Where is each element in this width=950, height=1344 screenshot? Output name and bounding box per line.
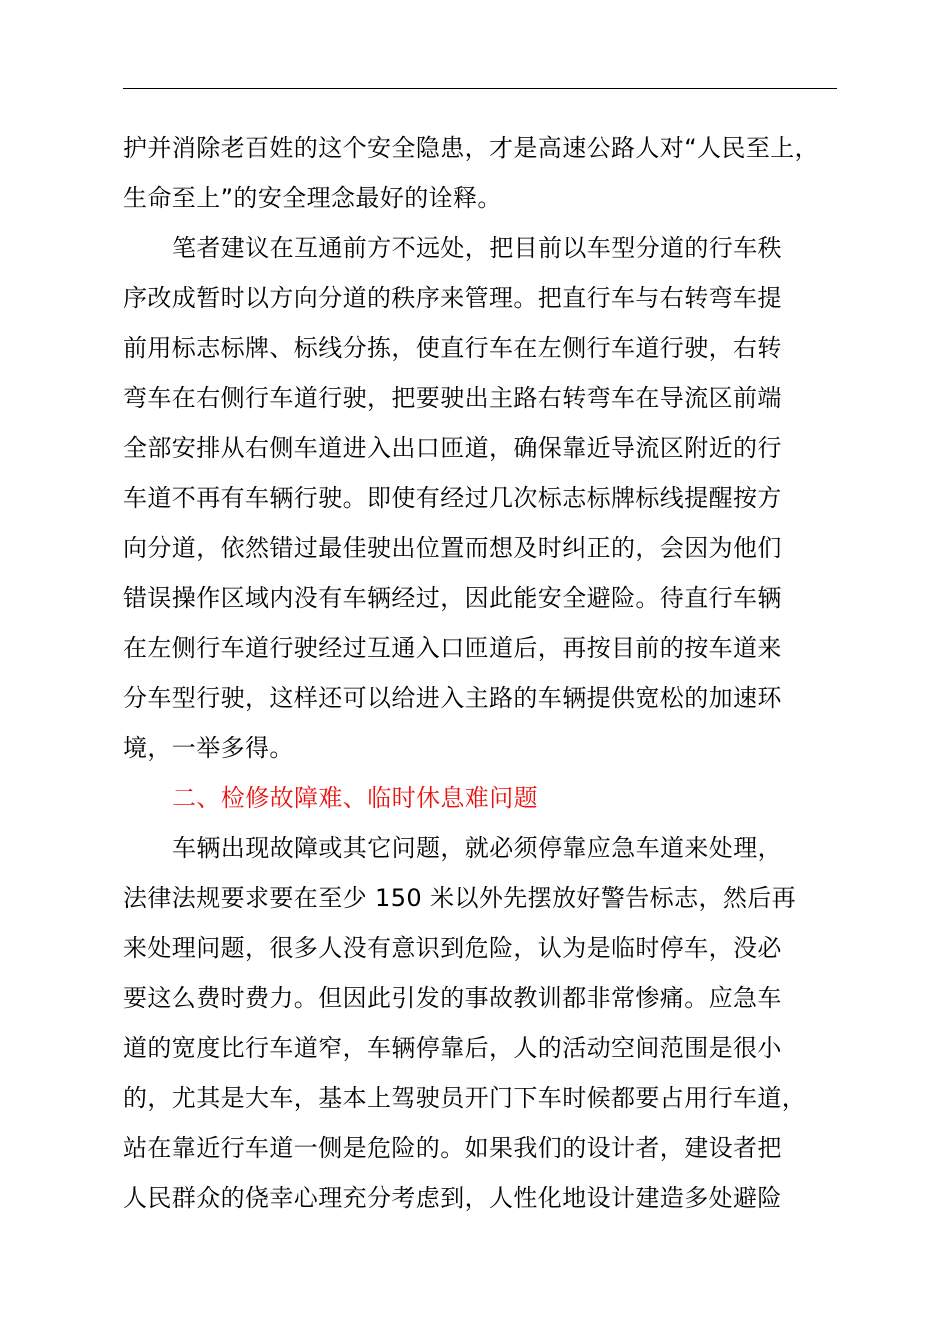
text-line: 护并消除老百姓的这个安全隐患，才是高速公路人对“人民至上， — [123, 134, 820, 162]
text-line: 的，尤其是大车，基本上驾驶员开门下车时候都要占用行车道， — [123, 1084, 807, 1112]
text-line: 笔者建议在互通前方不远处，把目前以车型分道的行车秩 — [172, 234, 782, 262]
text-line: 人民群众的侥幸心理充分考虑到，人性化地设计建造多处避险 — [123, 1184, 782, 1212]
text-line: 全部安排从右侧车道进入出口匝道，确保靠近导流区附近的行 — [123, 434, 782, 462]
text-line: 境，一举多得。 — [123, 734, 294, 762]
header-rule — [123, 88, 837, 89]
text-line: 来处理问题，很多人没有意识到危险，认为是临时停车，没必 — [123, 934, 782, 962]
text-line: 分车型行驶，这样还可以给进入主路的车辆提供宽松的加速环 — [123, 684, 782, 712]
text-line: 在左侧行车道行驶经过互通入口匝道后，再按目前的按车道来 — [123, 634, 782, 662]
text-line: 生命至上”的安全理念最好的诠释。 — [123, 184, 502, 212]
text-line: 法律法规要求要在至少 150 米以外先摆放好警告标志，然后再 — [123, 884, 797, 912]
section-heading: 二、检修故障难、临时休息难问题 — [172, 784, 538, 812]
text-line: 前用标志标牌、标线分拣，使直行车在左侧行车道行驶，右转 — [123, 334, 782, 362]
text-line: 车辆出现故障或其它问题，就必须停靠应急车道来处理， — [172, 834, 782, 862]
text-line: 错误操作区域内没有车辆经过，因此能安全避险。待直行车辆 — [123, 584, 782, 612]
text-line: 道的宽度比行车道窄，车辆停靠后，人的活动空间范围是很小 — [123, 1034, 782, 1062]
text-line: 车道不再有车辆行驶。即使有经过几次标志标牌标线提醒按方 — [123, 484, 782, 512]
text-line: 向分道，依然错过最佳驶出位置而想及时纠正的，会因为他们 — [123, 534, 782, 562]
text-line: 序改成暂时以方向分道的秩序来管理。把直行车与右转弯车提 — [123, 284, 782, 312]
text-line: 站在靠近行车道一侧是危险的。如果我们的设计者，建设者把 — [123, 1134, 782, 1162]
text-line: 弯车在右侧行车道行驶，把要驶出主路右转弯车在导流区前端 — [123, 384, 782, 412]
text-line: 要这么费时费力。但因此引发的事故教训都非常惨痛。应急车 — [123, 984, 782, 1012]
